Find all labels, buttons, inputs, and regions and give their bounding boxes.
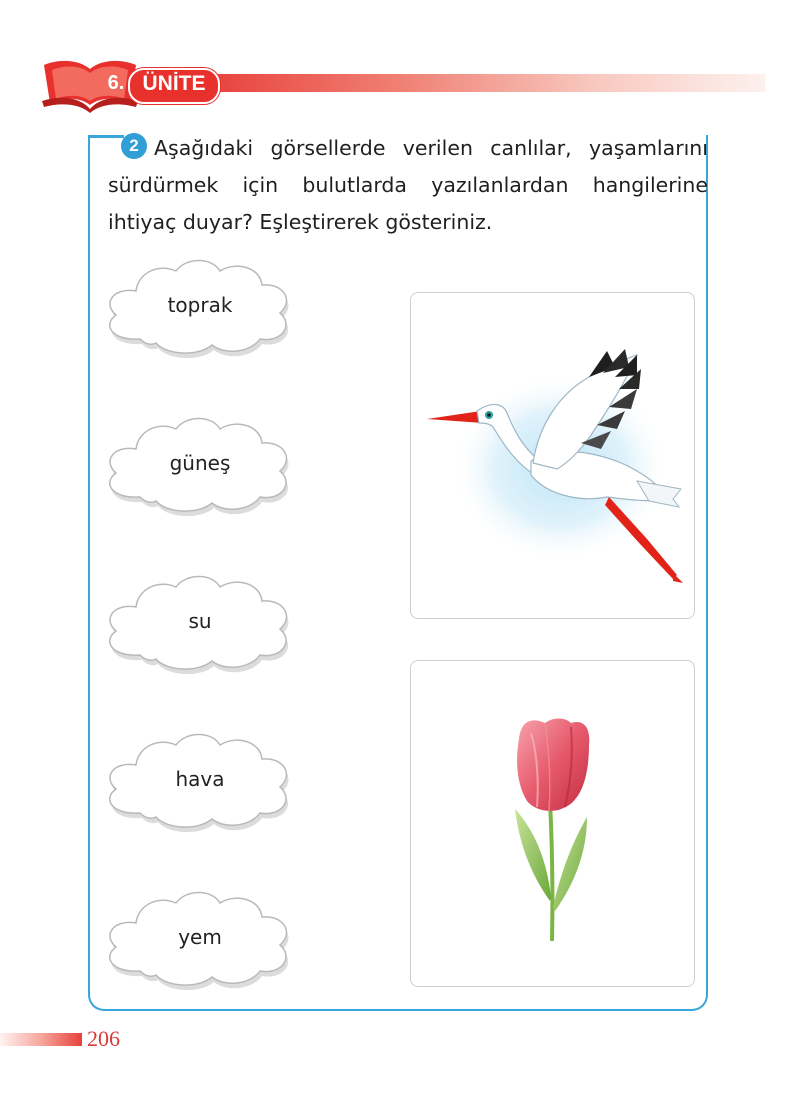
cloud-label: yem bbox=[178, 925, 222, 949]
cloud-option[interactable] bbox=[100, 729, 300, 841]
tulip-icon bbox=[411, 661, 693, 985]
unit-label: ÜNİTE bbox=[142, 72, 206, 95]
unit-number: 6. bbox=[107, 72, 125, 94]
page-number: 206 bbox=[87, 1026, 120, 1051]
cloud-option[interactable] bbox=[100, 413, 300, 525]
stork-icon bbox=[411, 293, 693, 617]
cloud-label: su bbox=[188, 609, 212, 633]
picture-box-tulip[interactable] bbox=[410, 660, 695, 987]
cloud-option[interactable] bbox=[100, 255, 300, 367]
question-number-badge: 2 bbox=[121, 133, 147, 159]
question-text: Aşağıdaki görsellerde verilen canlılar, yaşamlarını sürdürmek için bulutlarda yazılanlardan hangilerine ihtiyaç duyar? Eşleştirerek gösteriniz. bbox=[108, 136, 708, 234]
unit-header-bar bbox=[205, 74, 765, 92]
cloud-option[interactable] bbox=[100, 887, 300, 999]
cloud-option[interactable] bbox=[100, 571, 300, 683]
cloud-label: güneş bbox=[169, 451, 231, 475]
page-number-bar bbox=[0, 1033, 82, 1046]
cloud-label: hava bbox=[175, 767, 225, 791]
picture-box-stork[interactable] bbox=[410, 292, 695, 619]
cloud-label: toprak bbox=[167, 293, 233, 317]
